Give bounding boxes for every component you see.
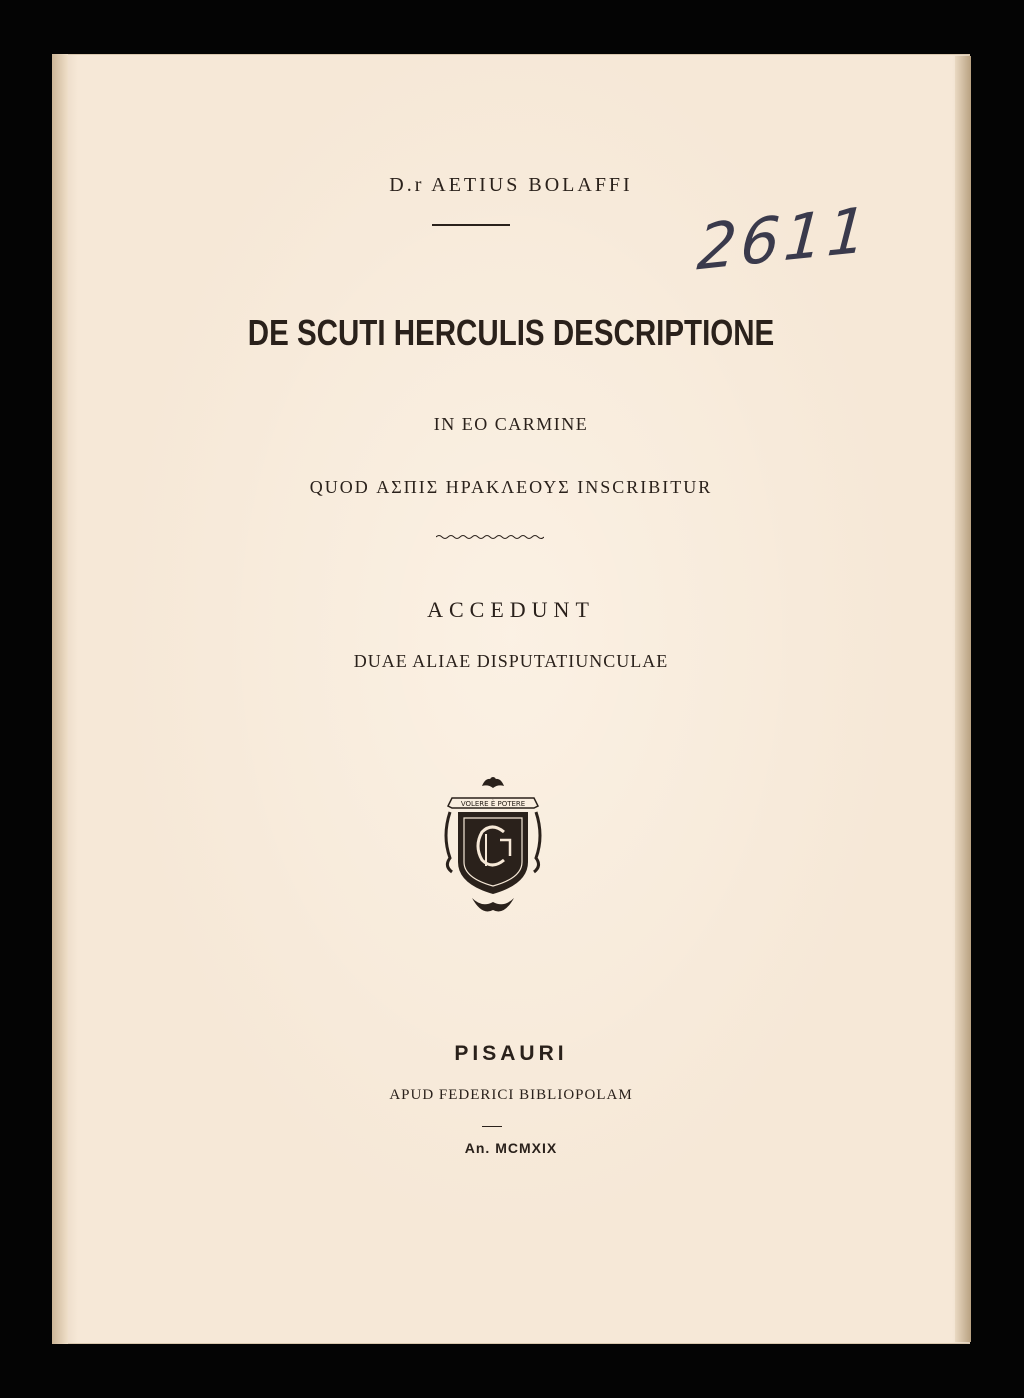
imprint-publisher: APUD FEDERICI BIBLIOPOLAM: [389, 1087, 633, 1103]
spine-edge: [52, 54, 68, 1344]
subtitle-line-2: QUOD ΑΣΠΙΣ ΗΡΑΚΛΕΟΥΣ INSCRIBITUR: [309, 477, 713, 497]
book-title: DE SCUTI HERCULIS DESCRIPTIONE: [247, 312, 775, 353]
page-edge: [955, 56, 971, 1342]
imprint-place: PISAURI: [454, 1042, 568, 1065]
author-name: D.r AETIUS BOLAFFI: [389, 174, 633, 196]
subtitle-line-3: DUAE ALIAE DISPUTATIUNCULAE: [353, 651, 669, 671]
imprint-year: An. MCMXIX: [464, 1140, 558, 1156]
short-rule: [482, 1126, 502, 1127]
svg-text:VOLERE È POTERE: VOLERE È POTERE: [460, 800, 526, 808]
cover-page: [52, 54, 970, 1344]
accedunt-heading: ACCEDUNT: [427, 597, 595, 622]
subtitle-line-1: IN EO CARMINE: [433, 414, 589, 434]
divider-rule: [432, 224, 510, 226]
publisher-emblem-icon: [442, 776, 544, 918]
ornamental-divider: [436, 534, 544, 540]
handwritten-shelfmark: 2611: [694, 192, 873, 285]
